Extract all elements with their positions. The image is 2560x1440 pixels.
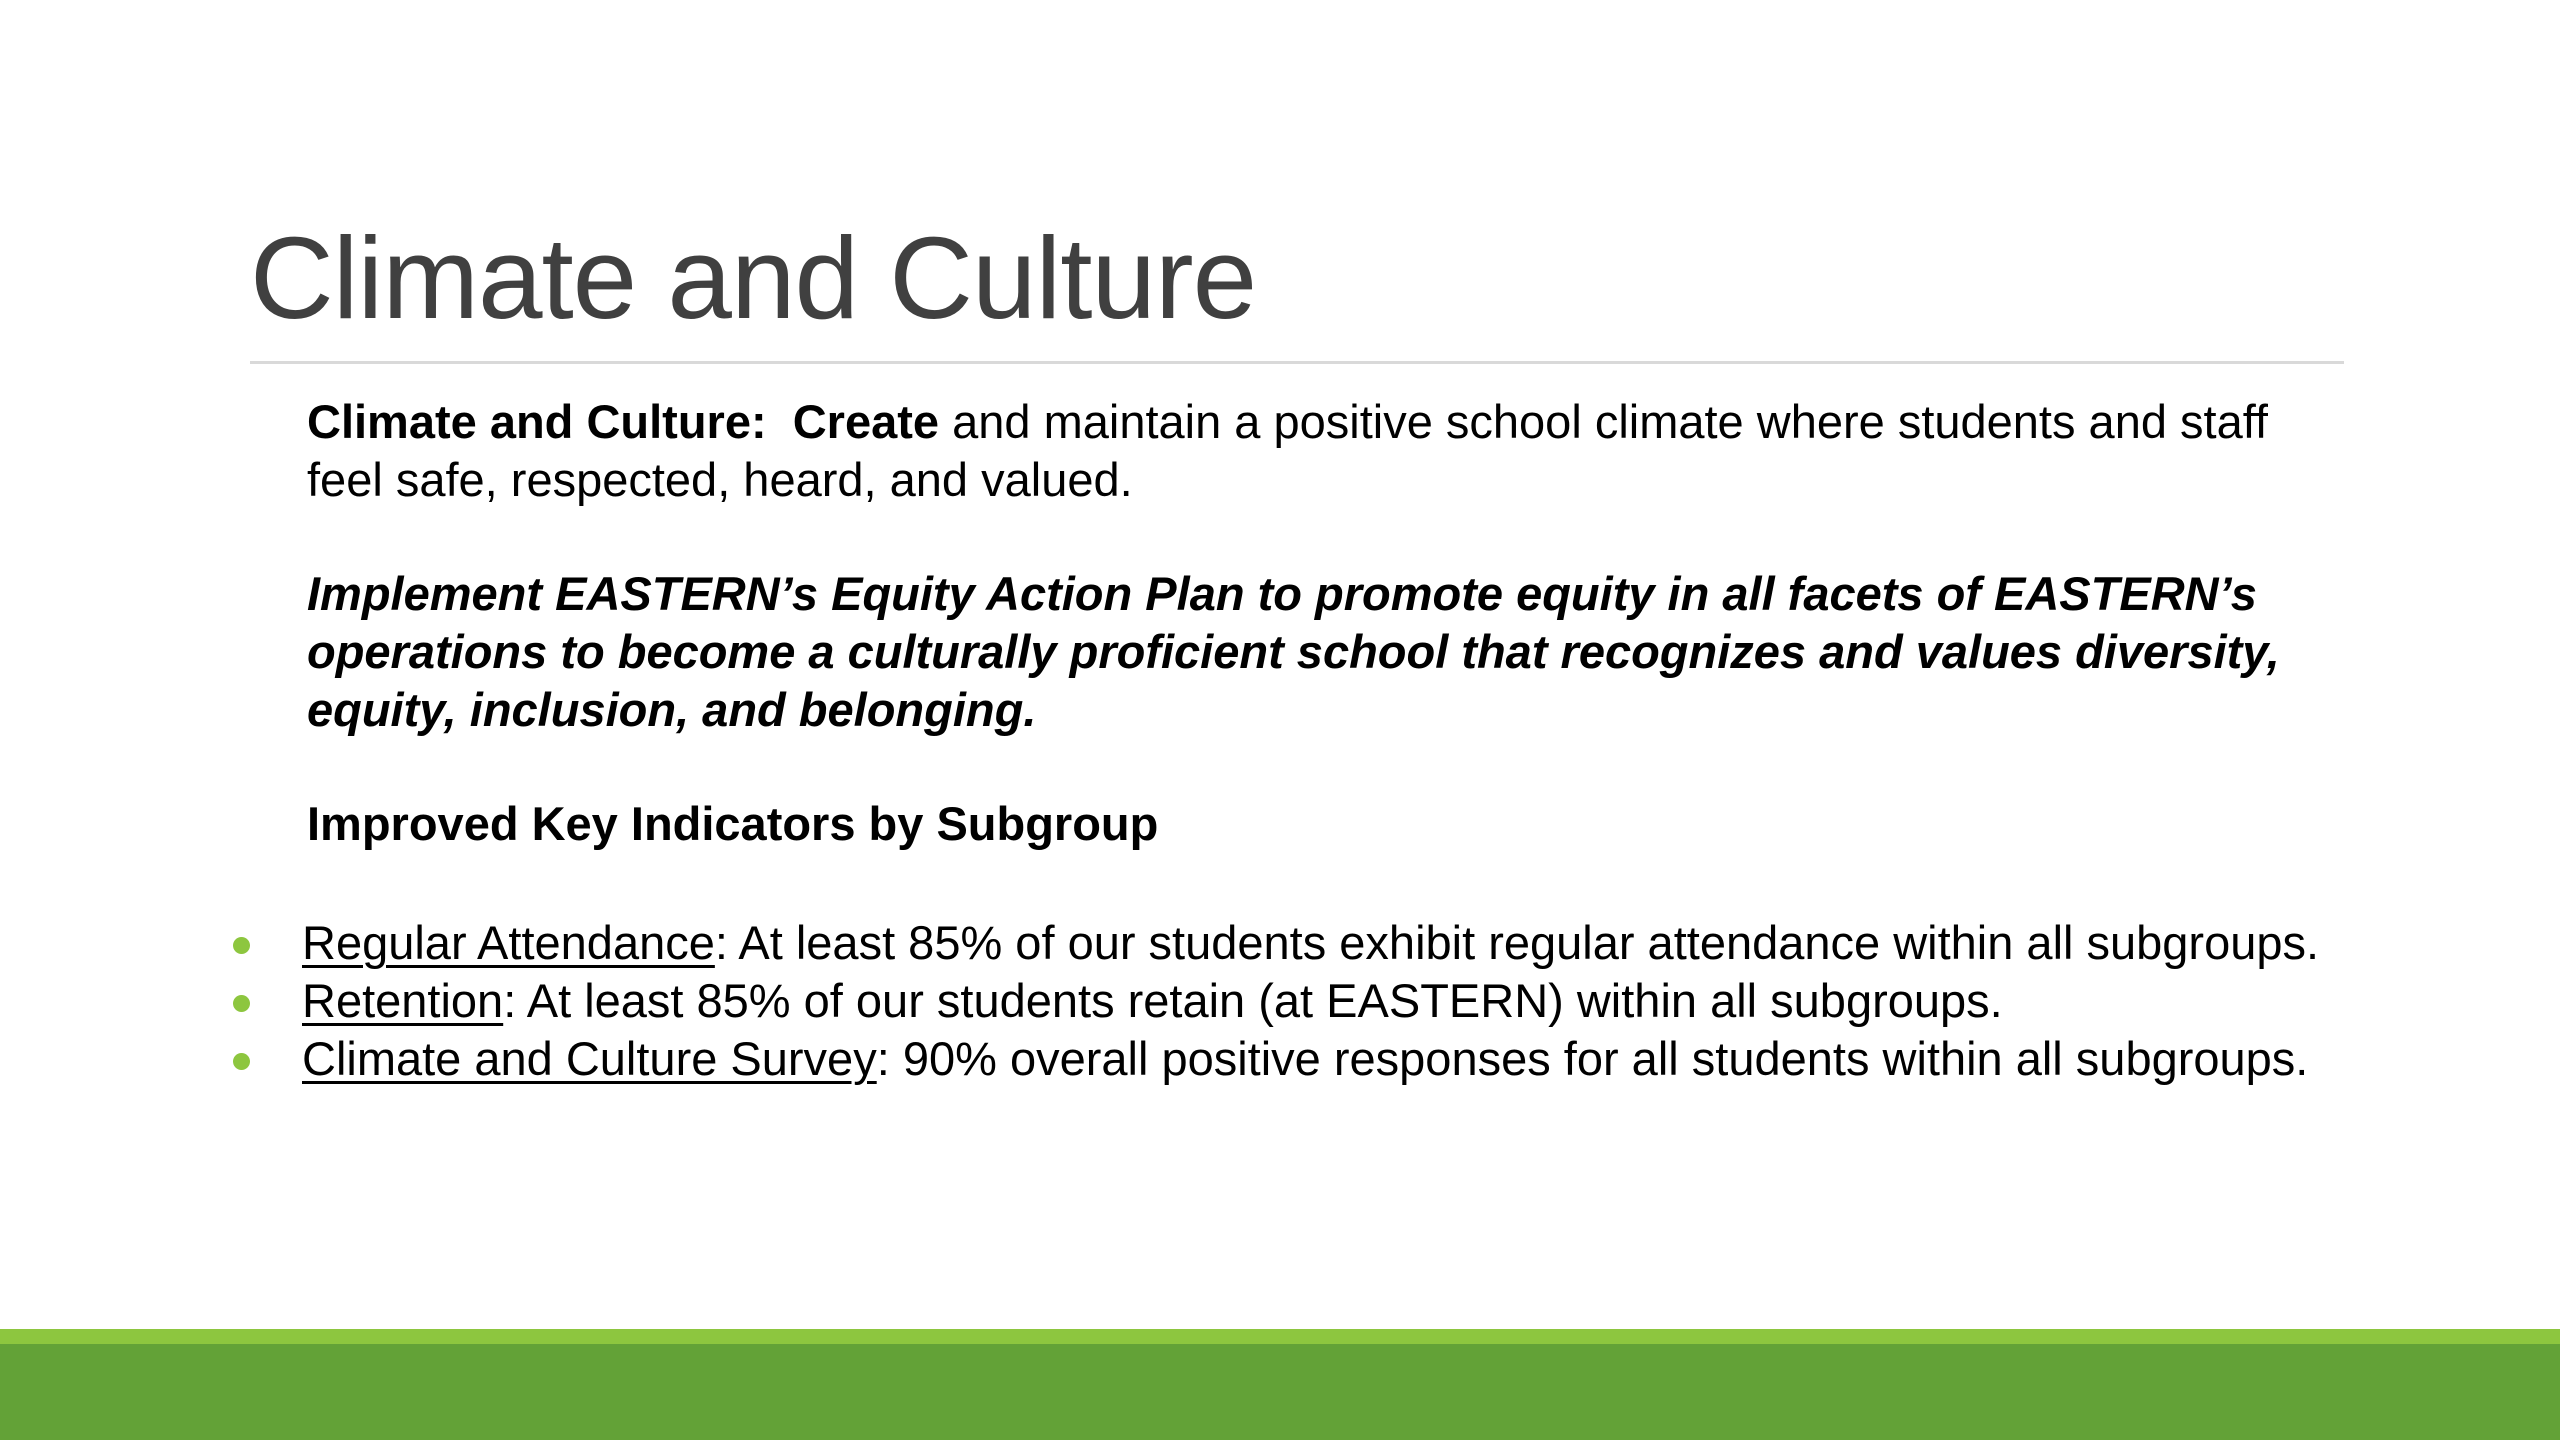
indicator-text: : At least 85% of our students exhibit regular attendance within all subgroups. (714, 916, 2320, 969)
indicator-text: : 90% overall positive responses for all students within all subgroups. (876, 1032, 2309, 1085)
indicator-label: Climate and Culture Survey (302, 1032, 877, 1085)
goal-text: and maintain a positive school climate where students and staff feel safe, respected, heard, and valued. (307, 395, 2268, 506)
title-divider (250, 361, 2344, 364)
spacer (307, 509, 2337, 565)
list-item (230, 972, 2340, 1030)
goal-paragraph (307, 393, 2337, 509)
slide-body (307, 393, 2337, 853)
goal-verb: Create (792, 395, 940, 448)
indicator-label: Retention (302, 974, 504, 1027)
slide-title: Climate and Culture (250, 213, 1257, 343)
footer-bar (0, 1344, 2560, 1440)
bullet-dot-icon (233, 1053, 250, 1070)
footer-accent-bar (0, 1329, 2560, 1344)
equity-statement: Implement EASTERN’s Equity Action Plan to promote equity in all facets of EASTERN’s operations to become a culturally proficient school that recognizes and values diversity, equity, inclusion, and belonging. (307, 567, 2280, 736)
indicator-list (230, 914, 2340, 1088)
indicator-label: Regular Attendance (302, 916, 715, 969)
list-item (230, 914, 2340, 972)
bullet-dot-icon (233, 937, 250, 954)
list-item (230, 1030, 2340, 1088)
indicator-text: : At least 85% of our students retain (at EASTERN) within all subgroups. (503, 974, 2003, 1027)
goal-label: Climate and Culture: (307, 395, 767, 448)
spacer (307, 739, 2337, 795)
indicators-heading: Improved Key Indicators by Subgroup (307, 797, 1159, 850)
bullet-dot-icon (233, 995, 250, 1012)
